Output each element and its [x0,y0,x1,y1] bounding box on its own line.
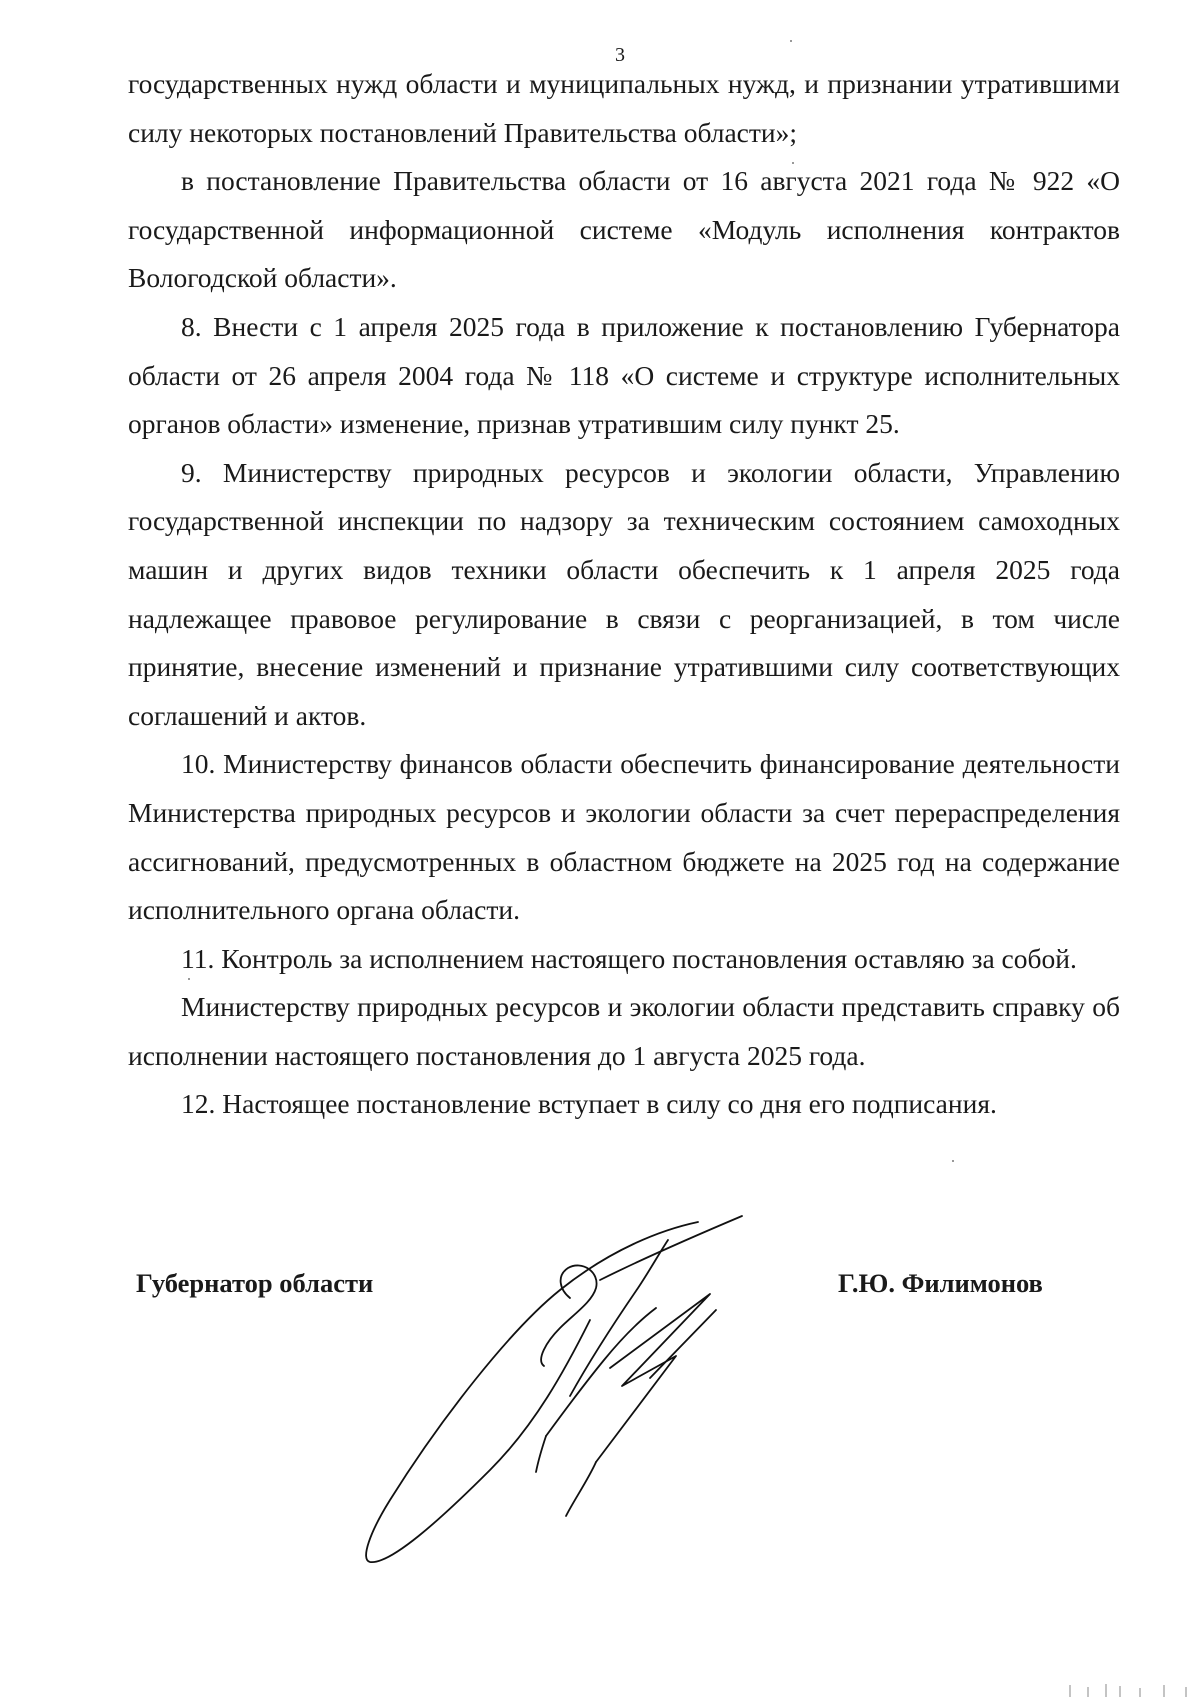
paragraph-item-10: 10. Министерству финансов области обеспечить финансирование деятельности Министерства природных ресурсов и экологии области за счет перераспределения ассигнований, предусмотренных в областном бюджете на 2025 год на содержание исполнительного органа области. [128,748,1120,926]
page-number: 3 [615,44,625,66]
scan-speck [188,978,190,980]
signatory-role: Губернатор области [136,1268,374,1298]
paragraph-item-12: 12. Настоящее постановление вступает в силу со дня его подписания. [181,1088,997,1120]
paragraph-amendment-922: в постановление Правительства области от 16 августа 2021 года № 922 «О государственной информационной системе «Модуль исполнения контрактов Вологодской области». [128,165,1120,294]
scan-speck [790,40,792,42]
scan-speck [792,162,794,164]
scan-edge-marks [1060,1681,1200,1697]
signatory-name: Г.Ю. Филимонов [838,1268,1043,1298]
document-body [128,60,1120,1129]
paragraph-item-11-report: Министерству природных ресурсов и экологии области представить справку об исполнении настоящего постановления до 1 августа 2025 года. [128,991,1120,1071]
scan-speck [952,1160,954,1162]
paragraph-continuation: государственных нужд области и муниципальных нужд, и признании утратившими силу некоторых постановлений Правительства области»; [128,68,1120,148]
paragraph-item-11: 11. Контроль за исполнением настоящего постановления оставляю за собой. [181,942,1077,974]
paragraph-item-9: 9. Министерству природных ресурсов и экологии области, Управлению государственной инспекции по надзору за техническим состоянием самоходных машин и других видов техники области обеспечить к 1 апреля 2025 года надлежащее правовое регулирование в связи с реорганизацией, в том числе принятие, внесение изменений и признание утратившими силу соответствующих соглашений и актов. [128,456,1120,731]
paragraph-item-8: 8. Внести с 1 апреля 2025 года в приложение к постановлению Губернатора области от 26 апреля 2004 года № 118 «О системе и структуре исполнительных органов области» изменение, признав утратившим силу пункт 25. [128,310,1120,440]
handwritten-signature [360,1210,820,1570]
